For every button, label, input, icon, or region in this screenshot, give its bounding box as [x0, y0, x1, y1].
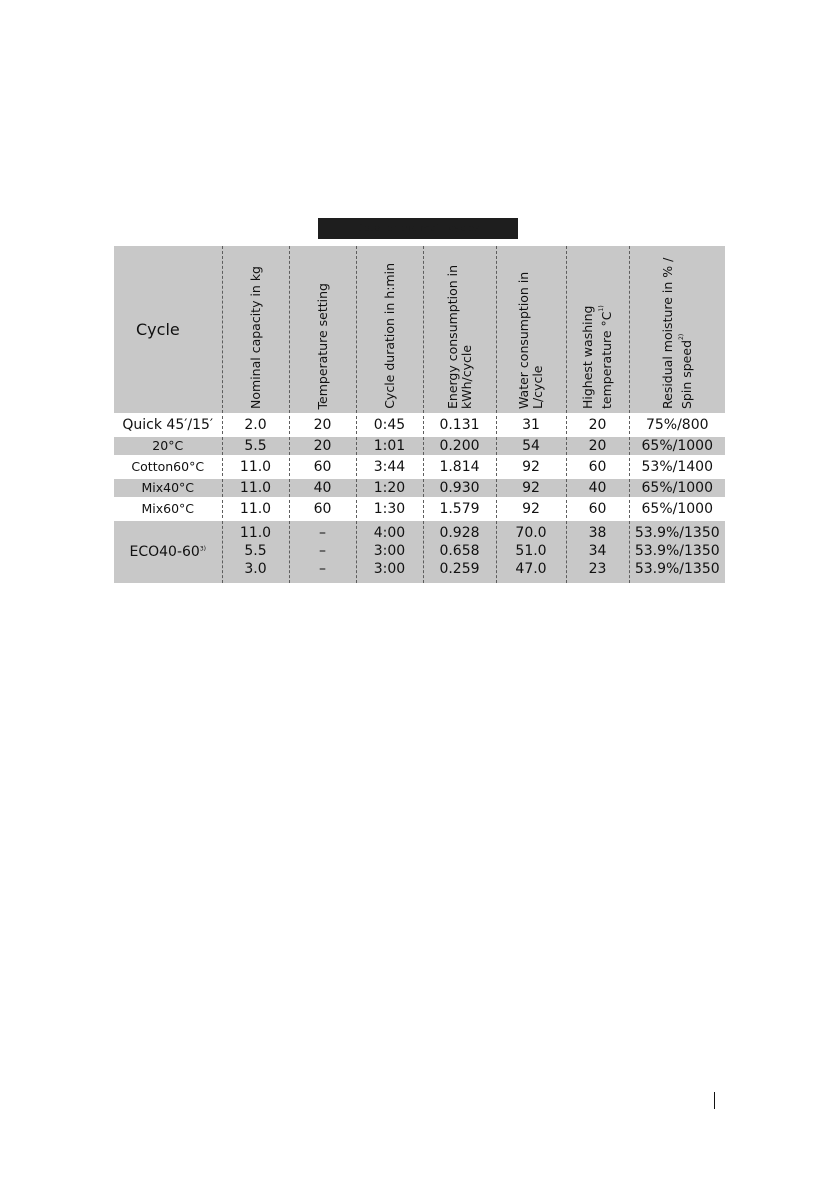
cell-capacity: 11.0: [222, 479, 289, 497]
cell-temp: 60: [289, 458, 356, 476]
cell-capacity: 11.0: [222, 458, 289, 476]
cell-duration: 3:44: [356, 458, 423, 476]
header-highest-washing-temp-label: Highest washing temperature $^\circ C^{1)}$: [579, 305, 615, 409]
header-residual-moisture-label: Residual moisture in % / Spin speed$^{2)}$: [659, 257, 694, 409]
cell-water: 92: [496, 458, 566, 476]
cell-temp: – – –: [289, 521, 356, 583]
cell-capacity: 11.0 5.5 3.0: [222, 521, 289, 583]
cell-cycle: ECO40-60$^{3)}$: [114, 521, 222, 583]
cell-highest-temp: 60: [566, 500, 629, 518]
header-temperature-setting: [289, 246, 356, 413]
header-cycle-duration-label: Cycle duration in h:min: [381, 263, 397, 409]
table-row-cotton60: [114, 458, 725, 476]
cell-duration: 1:30: [356, 500, 423, 518]
cycle-data-table: [114, 246, 725, 583]
header-cycle-duration: [356, 246, 423, 413]
cell-cycle: 20°C: [114, 437, 222, 455]
cell-water: 92: [496, 500, 566, 518]
table-row-mix60: [114, 500, 725, 518]
cell-temp: 60: [289, 500, 356, 518]
cell-capacity: 5.5: [222, 437, 289, 455]
cell-temp: 20: [289, 437, 356, 455]
cell-highest-temp: 38 34 23: [566, 521, 629, 583]
cell-cycle: Mix60°C: [141, 501, 195, 516]
table-row-mix40: [114, 479, 725, 497]
cell-energy: 0.200: [423, 437, 496, 455]
header-nominal-capacity-label: Nominal capacity in kg: [247, 266, 263, 409]
header-highest-washing-temp: [566, 246, 629, 413]
table-row-eco40-60: [114, 521, 725, 583]
footnote-1-marker: 1): [597, 305, 605, 312]
cell-duration: 4:00 3:00 3:00: [356, 521, 423, 583]
cell-cycle: Cotton60°C: [131, 459, 205, 474]
footnote-3-marker: 3): [199, 545, 206, 553]
header-nominal-capacity: [222, 246, 289, 413]
cell-highest-temp: 20: [566, 437, 629, 455]
cell-energy: 0.928 0.658 0.259: [423, 521, 496, 583]
header-water-consumption: [496, 246, 566, 413]
cell-moisture: 65%/1000: [629, 437, 725, 455]
header-cycle: Cycle: [114, 246, 222, 413]
footnote-2-marker: 2): [677, 333, 685, 340]
cell-temp: 40: [289, 479, 356, 497]
cell-energy: 1.579: [423, 500, 496, 518]
cell-highest-temp: 60: [566, 458, 629, 476]
cell-cycle: Quick 45′/15′: [122, 417, 214, 433]
cell-duration: 1:20: [356, 479, 423, 497]
cell-moisture: 65%/1000: [629, 479, 725, 497]
table-title-bar: Data for the main cycles: [318, 218, 518, 239]
table-row-20c: [114, 437, 725, 455]
cell-highest-temp: 20: [566, 416, 629, 434]
cell-moisture: 53%/1400: [629, 458, 725, 476]
cell-moisture: 65%/1000: [629, 500, 725, 518]
cell-capacity: 2.0: [222, 416, 289, 434]
cell-water: 70.0 51.0 47.0: [496, 521, 566, 583]
header-residual-moisture: [629, 246, 725, 413]
table-header-row: [114, 246, 725, 413]
cell-duration: 0:45: [356, 416, 423, 434]
cell-water: 92: [496, 479, 566, 497]
cell-energy: 1.814: [423, 458, 496, 476]
cell-water: 31: [496, 416, 566, 434]
cell-moisture: 53.9%/1350 53.9%/1350 53.9%/1350: [629, 521, 725, 583]
cell-highest-temp: 40: [566, 479, 629, 497]
cell-cycle: Mix40°C: [114, 479, 222, 497]
header-water-consumption-label: Water consumption in L/cycle: [516, 271, 545, 409]
header-temperature-setting-label: Temperature setting: [314, 282, 330, 409]
header-energy-consumption-label: Energy consumption in kWh/cycle: [444, 264, 474, 409]
cell-temp: 20: [289, 416, 356, 434]
cell-water: 54: [496, 437, 566, 455]
cell-moisture: 75%/800: [629, 416, 725, 434]
header-energy-consumption: [423, 246, 496, 413]
cell-capacity: 11.0: [222, 500, 289, 518]
page-number-divider: [714, 1092, 715, 1109]
table-row-quick: [114, 416, 725, 434]
cell-energy: 0.930: [423, 479, 496, 497]
cell-duration: 1:01: [356, 437, 423, 455]
cell-energy: 0.131: [423, 416, 496, 434]
